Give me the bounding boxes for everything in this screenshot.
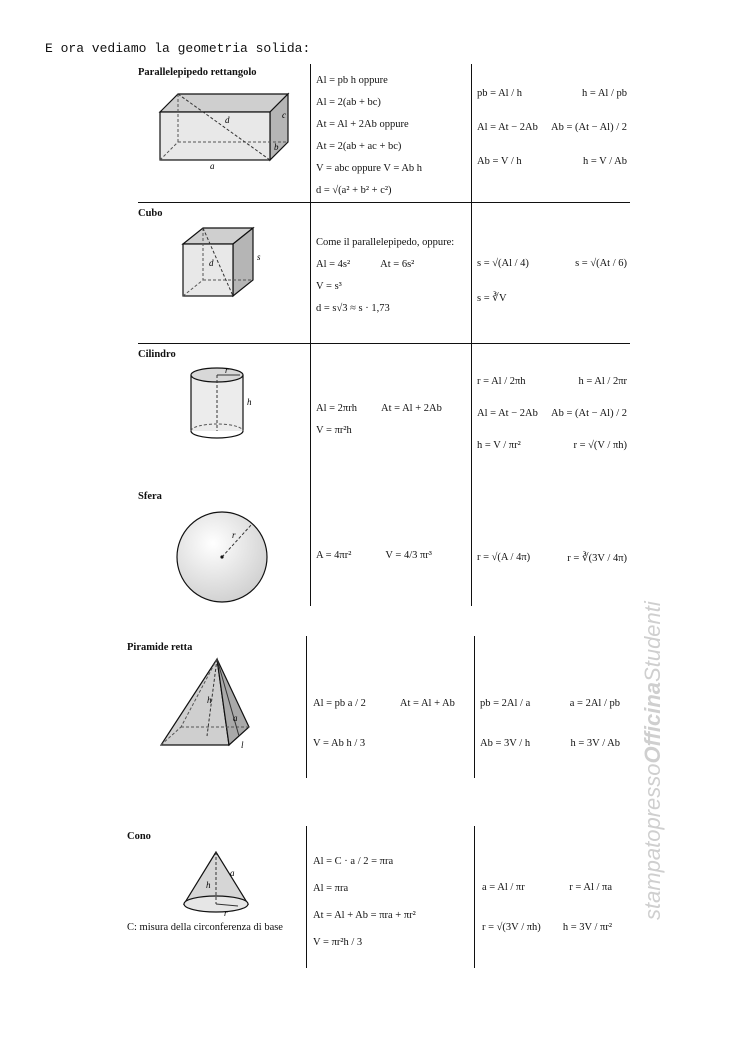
label-l: l — [241, 740, 244, 750]
formula: Al = At − 2Ab — [477, 408, 538, 419]
label-h: h — [207, 695, 212, 705]
column-rule — [474, 826, 475, 968]
column-rule — [310, 64, 311, 606]
formula: V = πr²h — [316, 425, 352, 436]
sfera-figure — [172, 510, 276, 608]
parallelepipedo-formulas — [316, 70, 422, 202]
divider — [138, 343, 630, 344]
formula: r = Al / 2πh — [477, 376, 526, 387]
formula: Al = pb a / 2 — [313, 698, 366, 709]
watermark-part3: Studenti — [640, 601, 665, 682]
label-c: c — [282, 110, 286, 120]
formula: Al = 2πrh — [316, 403, 357, 414]
formula: Al = At − 2Ab — [477, 122, 538, 133]
formula: h = V / πr² — [477, 440, 521, 451]
formula: Ab = V / h — [477, 156, 522, 167]
formula: r = √(V / πh) — [573, 440, 627, 451]
formula: r = √(3V / πh) — [482, 922, 541, 933]
cilindro-formulas — [316, 398, 442, 442]
piramide-formulas — [313, 684, 455, 764]
title-cilindro: Cilindro — [138, 349, 176, 360]
label-b: b — [274, 142, 279, 152]
label-a: a — [233, 713, 238, 723]
formula: Al = pb h oppure — [316, 75, 388, 86]
sfera-inverse — [477, 552, 627, 564]
formula: Al = 2(ab + bc) — [316, 97, 381, 108]
formula: h = Al / pb — [581, 88, 627, 99]
cono-formulas — [313, 848, 416, 956]
formula: At = 6s² — [380, 259, 415, 270]
divider — [138, 202, 630, 203]
column-rule — [474, 636, 475, 778]
formula: r = √(A / 4π) — [477, 552, 531, 563]
formula: Come il parallelepipedo, oppure: — [316, 237, 455, 248]
formula: s = √(At / 6) — [575, 258, 627, 269]
formula: V = Ab h / 3 — [313, 738, 366, 749]
formula: Ab = (At − Al) / 2 — [550, 408, 627, 419]
column-rule — [471, 64, 472, 606]
formula: d = √(a² + b² + c²) — [316, 185, 392, 196]
formula: r = Al / πa — [569, 882, 612, 893]
formula: At = Al + 2Ab — [380, 403, 442, 414]
formula: s = √(Al / 4) — [477, 258, 529, 269]
sfera-formulas — [316, 550, 432, 561]
formula: d = s√3 ≈ s · 1,73 — [316, 303, 390, 314]
formula: V = s³ — [316, 281, 342, 292]
piramide-inverse — [480, 684, 620, 764]
label-d: d — [225, 115, 230, 125]
title-piramide: Piramide retta — [127, 642, 193, 653]
cilindro-figure — [185, 365, 265, 445]
formula: a = Al / πr — [482, 882, 525, 893]
formula: h = 3V / πr² — [562, 922, 612, 933]
title-cubo: Cubo — [138, 208, 163, 219]
formula: V = 4/3 πr³ — [385, 550, 432, 561]
cilindro-inverse — [477, 376, 627, 472]
label-r: r — [224, 908, 228, 918]
cubo-inverse — [477, 258, 627, 304]
formula: V = πr²h / 3 — [313, 937, 363, 948]
formula: A = 4πr² — [316, 550, 352, 561]
label-d: d — [209, 258, 214, 268]
label-s: s — [257, 252, 261, 262]
column-rule — [306, 826, 307, 968]
intro-text: E ora vediamo la geometria solida: — [45, 41, 311, 56]
label-a: a — [230, 868, 235, 878]
formula: V = abc oppure V = Ab h — [316, 163, 423, 174]
formula: r = ∛(3V / 4π) — [567, 553, 627, 564]
formula: At = Al + 2Ab oppure — [316, 119, 409, 130]
title-cono: Cono — [127, 831, 151, 842]
watermark-part1: stampatopresso — [640, 763, 665, 920]
cono-figure — [178, 848, 258, 920]
watermark-part2: Officina — [640, 681, 665, 764]
formula: Al = C · a / 2 = πra — [313, 856, 394, 867]
formula: a = 2Al / pb — [569, 698, 620, 709]
formula: h = V / Ab — [582, 156, 627, 167]
formula: pb = 2Al / a — [480, 698, 531, 709]
parallelepipedo-inverse — [477, 88, 627, 190]
title-sfera: Sfera — [138, 491, 162, 502]
parallelepipedo-figure — [150, 90, 300, 170]
formula: pb = Al / h — [477, 88, 523, 99]
formula: At = Al + Ab — [399, 698, 455, 709]
formula: h = 3V / Ab — [570, 738, 620, 749]
title-parallelepipedo: Parallelepipedo rettangolo — [138, 67, 257, 78]
watermark — [640, 601, 666, 920]
cubo-formulas — [316, 232, 454, 320]
formula: At = Al + Ab = πra + πr² — [313, 910, 416, 921]
column-rule — [306, 636, 307, 778]
piramide-figure — [155, 655, 267, 755]
label-h: h — [247, 397, 252, 407]
formula: At = 2(ab + ac + bc) — [316, 141, 402, 152]
formula: Al = πra — [313, 883, 349, 894]
label-r: r — [225, 365, 229, 375]
cono-caption: C: misura della circonferenza di base — [127, 922, 283, 933]
formula: h = Al / 2πr — [578, 376, 627, 387]
formula: Ab = 3V / h — [480, 738, 531, 749]
cono-inverse — [482, 868, 612, 948]
label-h: h — [206, 880, 211, 890]
cubo-figure — [175, 224, 265, 304]
label-a: a — [210, 161, 215, 170]
formula: s = ∛V — [477, 293, 507, 304]
label-r: r — [232, 530, 236, 540]
formula: Ab = (At − Al) / 2 — [550, 122, 627, 133]
formula: Al = 4s² — [316, 259, 351, 270]
